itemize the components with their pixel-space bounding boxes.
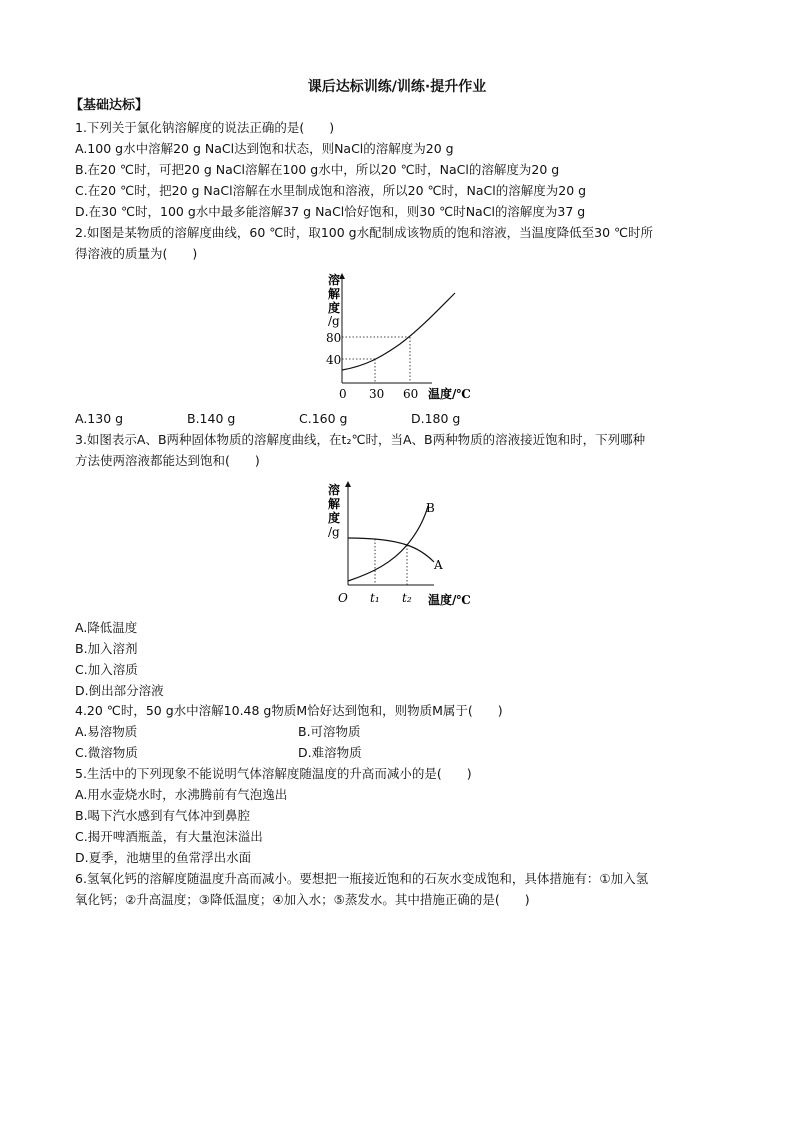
q2-x-label: 温度/℃: [428, 387, 471, 401]
q3-option-b: B.加入溶剂: [75, 641, 138, 656]
q2-option-d: D.180 g: [411, 411, 461, 426]
q2-y-label-3: 度: [328, 301, 341, 315]
q1-option-a: A.100 g水中溶解20 g NaCl达到饱和状态，则NaCl的溶解度为20 g: [75, 141, 454, 156]
q3-curve-b-label: B: [426, 501, 435, 515]
q6-stem-line2: 氧化钙；②升高温度；③降低温度；④加入水；⑤蒸发水。其中措施正确的是( ): [75, 892, 530, 907]
q3-option-a: A.降低温度: [75, 620, 138, 635]
q3-curve-b: [348, 506, 428, 581]
q2-stem-line1: 2.如图是某物质的溶解度曲线，60 ℃时，取100 g水配制成该物质的饱和溶液，当温度降低至30 ℃时所: [75, 225, 654, 240]
q3-stem-line1: 3.如图表示A、B两种固体物质的溶解度曲线，在t₂℃时，当A、B两种物质的溶液接近饱和时，下列哪种: [75, 432, 646, 447]
q1-option-b: B.在20 ℃时，可把20 g NaCl溶解在100 g水中，所以20 ℃时，NaCl的溶解度为20 g: [75, 162, 560, 177]
q5-option-d: D.夏季，池塘里的鱼常浮出水面: [75, 850, 252, 865]
q4-options-row2: [75, 745, 362, 761]
q5-stem: 5.生活中的下列现象不能说明气体溶解度随温度的升高而减小的是( ): [75, 766, 472, 781]
q3-stem-line2: 方法使两溶液都能达到饱和( ): [75, 453, 260, 468]
q2-y-tick-40: 40: [326, 353, 342, 367]
q3-y-label-3: 度: [328, 511, 341, 525]
q3-option-d: D.倒出部分溶液: [75, 683, 164, 698]
q3-x-tick-t1: t₁: [370, 591, 380, 605]
q6-stem-line1: 6.氢氧化钙的溶解度随温度升高而减小。要想把一瓶接近饱和的石灰水变成饱和，具体措施有：①加入氢: [75, 871, 649, 886]
q2-y-label-2: 解: [328, 287, 341, 301]
q3-x-label: 温度/℃: [428, 593, 471, 607]
q2-option-a: A.130 g: [75, 411, 124, 426]
q2-y-label-1: 溶: [328, 273, 341, 287]
q2-stem-line2: 得溶液的质量为( ): [75, 246, 198, 261]
q2-options: [75, 411, 460, 427]
q3-option-c: C.加入溶质: [75, 662, 138, 677]
q2-solubility-chart: [320, 268, 480, 403]
q3-origin-label: O: [338, 591, 348, 605]
page-title: 课后达标训练/训练·提升作业: [307, 79, 487, 95]
q2-option-b: B.140 g: [187, 411, 236, 426]
q4-option-d: D.难溶物质: [298, 745, 362, 760]
q4-option-a: A.易溶物质: [75, 724, 138, 739]
q2-x-tick-60: 60: [403, 387, 419, 401]
q1-stem: 1.下列关于氯化钠溶解度的说法正确的是( ): [75, 120, 335, 135]
q4-option-c: C.微溶物质: [75, 745, 138, 760]
q1-option-c: C.在20 ℃时，把20 g NaCl溶解在水里制成饱和溶液，所以20 ℃时，NaCl的溶解度为20 g: [75, 183, 587, 198]
q5-option-a: A.用水壶烧水时，水沸腾前有气泡逸出: [75, 787, 288, 802]
q5-option-b: B.喝下汽水感到有气体冲到鼻腔: [75, 808, 251, 823]
q4-options-row1: [75, 724, 361, 740]
q3-y-label-2: 解: [328, 497, 341, 511]
section-heading: 【基础达标】: [70, 98, 149, 113]
q4-stem: 4.20 ℃时，50 g水中溶解10.48 g物质M恰好达到饱和，则物质M属于( ): [75, 703, 503, 718]
q2-x-tick-30: 30: [369, 387, 385, 401]
q5-option-c: C.揭开啤酒瓶盖，有大量泡沫溢出: [75, 829, 263, 844]
q3-curve-a-label: A: [434, 558, 443, 572]
q2-solubility-curve: [342, 293, 455, 370]
q4-option-b: B.可溶物质: [298, 724, 361, 739]
q3-y-label-1: 溶: [328, 483, 341, 497]
q2-x-tick-0: 0: [339, 387, 347, 401]
q1-option-d: D.在30 ℃时，100 g水中最多能溶解37 g NaCl恰好饱和，则30 ℃时NaCl的溶解度为37 g: [75, 204, 586, 219]
q2-option-c: C.160 g: [299, 411, 348, 426]
q2-y-tick-80: 80: [326, 331, 342, 345]
q3-solubility-chart: [322, 478, 482, 610]
q2-y-label-4: /g: [328, 314, 340, 328]
q3-curve-a: [348, 538, 434, 562]
q3-y-label-4: /g: [328, 525, 340, 539]
q3-x-tick-t2: t₂: [402, 591, 412, 605]
